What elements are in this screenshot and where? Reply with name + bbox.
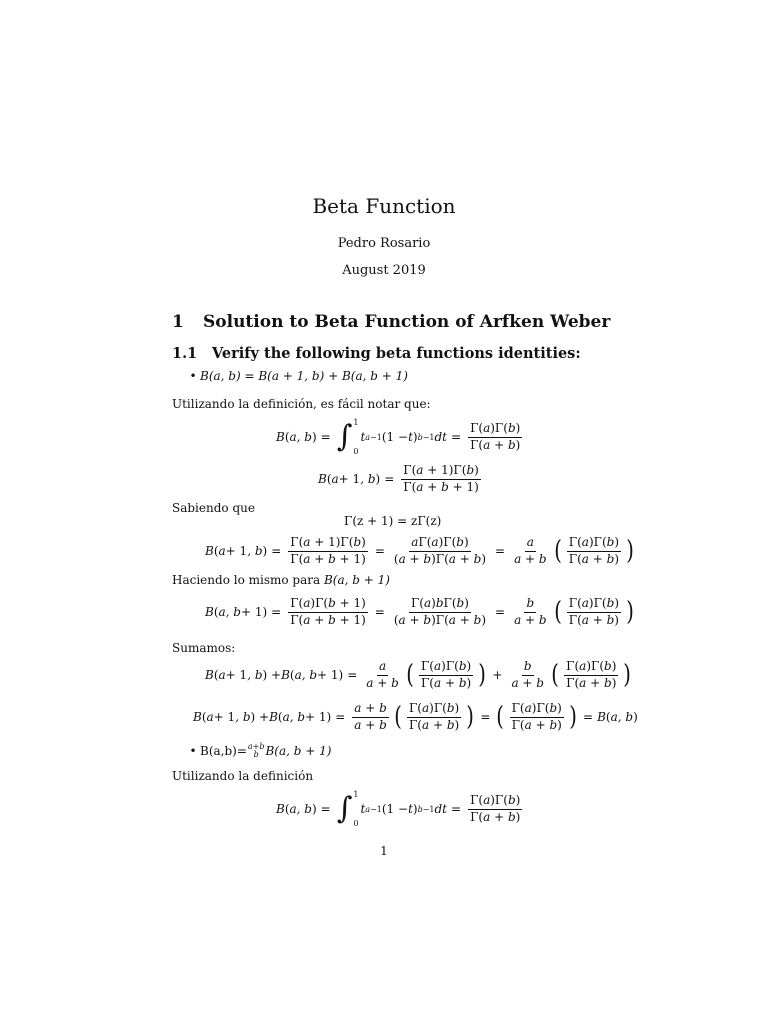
identity2-suffix: B(a, b + 1)	[265, 744, 332, 759]
subsection-number: 1.1	[172, 345, 198, 362]
integral-sign: ∫ 1 0	[336, 790, 359, 828]
identity2-frac-num: a+b	[247, 742, 265, 751]
subsection-title: Verify the following beta functions identities:	[212, 345, 581, 362]
equation-expand-b-plus-1: B ( a, b + 1) = $\frac{\Gamma(a)\Gamma(b + 1)}{\Gamma(a + b + 1)}$ = $\frac{\Gamma(a)b\Gamma(b)}{(a + b)\Gamma(a + b)}$ = $\frac{b}{a + b}$ ( $\frac{\Gamma(a)\Gamma(b)}{\Gamma(a + b)}$ )	[205, 596, 634, 628]
section-number: 1	[172, 312, 184, 332]
haciendo-expression: B(a, b + 1)	[323, 573, 390, 587]
equation-expand-a-plus-1: B ( a + 1 , b ) = $\frac{\Gamma(a + 1)\Gamma(b)}{\Gamma(a + b + 1)}$ = $\frac{a\Gamma(a)\Gamma(b)}{(a + b)\Gamma(a + b)}$ = $\frac{a}{a + b}$ ( $\frac{\Gamma(a)\Gamma(b)}{\Gamma(a + b)}$ )	[205, 535, 634, 567]
section-heading	[172, 312, 610, 332]
paragraph-definition: Utilizando la definición, es fácil notar que:	[172, 397, 431, 411]
paragraph-sabiendo: Sabiendo que	[172, 501, 255, 515]
page-number: 1	[380, 844, 388, 858]
equation-gamma-recurrence: Γ(z + 1) = zΓ(z)	[344, 514, 442, 528]
date: August 2019	[342, 263, 426, 278]
bullet-identity-2	[186, 743, 331, 760]
equation-beta-definition-2: B ( a, b ) = ∫ 1 0 t a−1 (1 − t ) b−1 dt = $\frac{\Gamma(a)\Gamma(b)}{\Gamma(a + b)}$	[276, 790, 521, 828]
equation-sum: B ( a + 1 , b ) + B ( a, b + 1) = $\frac{a}{a + b}$ ( $\frac{\Gamma(a)\Gamma(b)}{\Gamma(a + b)}$ ) + $\frac{b}{a + b}$ ( $\frac{\Gamma(a)\Gamma(b)}{\Gamma(a + b)}$ )	[205, 659, 632, 691]
paper-title: Beta Function	[312, 194, 456, 218]
equation-sum-result: B ( a + 1 , b ) + B ( a, b + 1) = $\frac{a + b}{a + b}$ ( $\frac{\Gamma(a)\Gamma(b)}{\Gamma(a + b)}$ ) = ( $\frac{\Gamma(a)\Gamma(b)}{\Gamma(a + b)}$ ) = B ( a, b )	[193, 701, 638, 733]
identity2-prefix: B(a,b)=	[200, 744, 247, 759]
identity2-frac-den: b	[253, 750, 259, 760]
paragraph-haciendo	[172, 573, 390, 587]
identity-expression: B(a, b) = B(a + 1, b) + B(a, b + 1)	[200, 369, 408, 383]
equation-beta-a-plus-1: B ( a + 1 , b ) = $\frac{\Gamma(a + 1)\Gamma(b)}{\Gamma(a + b + 1)}$	[318, 463, 479, 494]
equation-beta-definition: B ( a, b ) = ∫ 1 0 t a−1 (1 − t ) b−1 dt = $\frac{\Gamma(a)\Gamma(b)}{\Gamma(a + b)}$	[276, 418, 521, 456]
subsection-heading	[172, 345, 581, 362]
bullet-dot-icon: •	[189, 369, 197, 383]
bullet-identity-1	[186, 369, 408, 383]
author: Pedro Rosario	[337, 236, 431, 251]
bullet-dot-icon: •	[189, 744, 197, 759]
integral-sign: ∫ 1 0	[336, 418, 359, 456]
paragraph-sumamos: Sumamos:	[172, 641, 236, 655]
paragraph-definition-2: Utilizando la definición	[172, 769, 314, 783]
haciendo-text: Haciendo lo mismo para	[172, 573, 321, 587]
section-title: Solution to Beta Function of Arfken Weber	[203, 312, 611, 332]
identity2-fraction	[248, 743, 265, 760]
